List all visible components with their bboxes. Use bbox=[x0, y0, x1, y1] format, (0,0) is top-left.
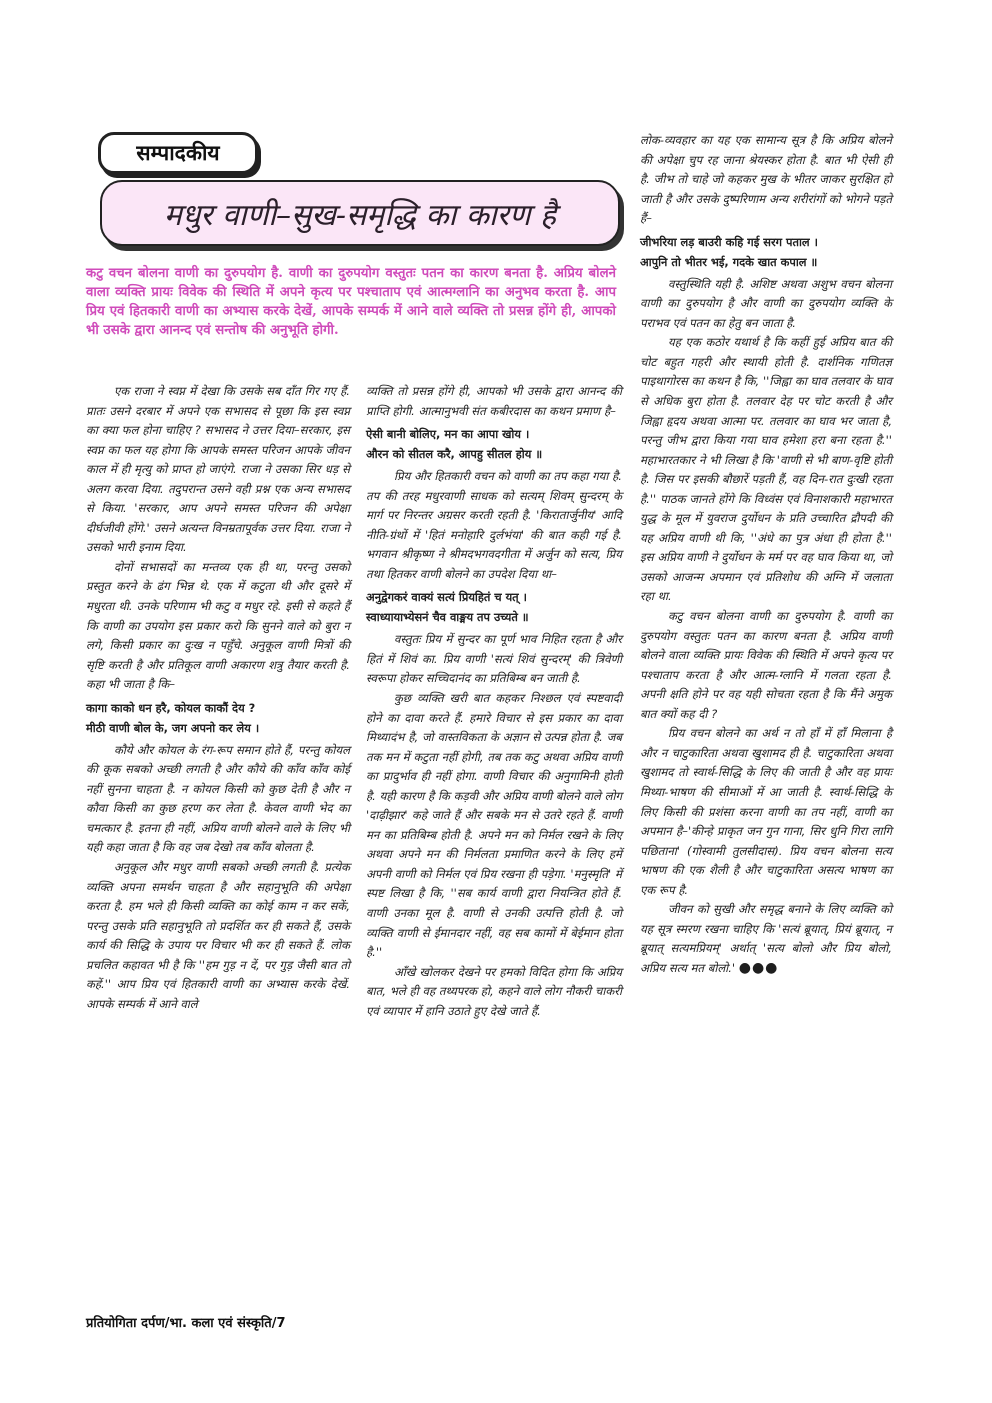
paragraph: वस्तुस्थिति यही है. अशिष्ट अथवा अशुभ वचन बोलना वाणी का दुरुपयोग है और वाणी का दुरुपयोग व्यक्ति के पराभव एवं पतन का हेतु बन जाता है. bbox=[640, 276, 892, 330]
verse-line: अनुद्वेगकरं वाक्यं सत्यं प्रियहितं च यत् । bbox=[366, 590, 527, 605]
column-2 bbox=[366, 382, 622, 1021]
paragraph: व्यक्ति तो प्रसन्न होंगे ही, आपको भी उसके द्वारा आनन्द की प्राप्ति होगी. आत्मानुभवी संत कबीरदास का कथन प्रमाण है– bbox=[366, 384, 622, 418]
paragraph: एक राजा ने स्वप्न में देखा कि उसके सब दाँत गिर गए हैं. प्रातः उसने दरबार में अपने एक सभासद से पूछा कि इस स्वप्न का क्या फल होना चाहिए ? सभासद ने उत्तर दिया–सरकार, इस स्वप्न का फल यह होगा कि आपके समस्त परिजन आपके जीवन काल में ही मृत्यु को प्राप्त हो जाएंगे. राजा ने उसका सिर धड़ से अलग करवा दिया. तदुपरान्त उसने वही प्रश्न एक अन्य सभासद से किया. 'सरकार, आप अपने समस्त परिजन की अपेक्षा दीर्घजीवी होंगे.' उसने अत्यन्त विनम्रतापूर्वक उत्तर दिया. राजा ने उसको भारी इनाम दिया. bbox=[86, 384, 350, 555]
verse-couplet bbox=[366, 424, 622, 464]
paragraph: दोनों सभासदों का मन्तव्य एक ही था, परन्तु उसको प्रस्तुत करने के ढंग भिन्न थे. एक में कटुता थी और दूसरे में मधुरता थी. उनके परिणाम भी कटु व मधुर रहे. इसी से कहते हैं कि वाणी का उपयोग इस प्रकार करो कि सुनने वाले को बुरा न लगे, किसी प्रकार का दुःख न पहुँचे. अनुकूल वाणी मित्रों की सृष्टि करती है और प्रतिकूल वाणी अकारण शत्रु तैयार करती है. कहा भी जाता है कि– bbox=[86, 559, 350, 692]
paragraph-final bbox=[640, 900, 892, 978]
paragraph: अनुकूल और मधुर वाणी सबको अच्छी लगती है. प्रत्येक व्यक्ति अपना समर्थन चाहता है और सहानुभूति की अपेक्षा करता है. हम भले ही किसी व्यक्ति का कोई काम न कर सकें, परन्तु उसके प्रति सहानुभूति तो प्रदर्शित कर ही सकते हैं, उसके कार्य की सिद्धि के उपाय पर विचार भी कर ही सकते हैं. लोक प्रचलित कहावत भी है कि ''हम गुड़ न दें, पर गुड़ जैसी बात तो कहें.'' आप प्रिय एवं हितकारी वाणी का अभ्यास करके देखें. आपके सम्पर्क में आने वाले bbox=[86, 860, 350, 1011]
paragraph: प्रिय वचन बोलने का अर्थ न तो हाँ में हाँ मिलाना है और न चाटुकारिता अथवा खुशामद ही है. चाटुकारिता अथवा खुशामद तो स्वार्थ-सिद्धि के लिए की जाती है और वह प्रायः मिथ्या-भाषण की सीमाओं में आ जाती है. स्वार्थ-सिद्धि के लिए किसी की प्रशंसा करना वाणी का तप नहीं, वाणी का अपमान है–'कीन्हे प्राकृत जन गुन गाना, सिर धुनि गिरा लागि पछिताना' (गोस्वामी तुलसीदास). प्रिय वचन बोलना सत्य भाषण की एक शैली है और चाटुकारिता असत्य भाषण का एक रूप है. bbox=[640, 726, 892, 897]
article-title: मधुर वाणी–सुख-समृद्धि का कारण है bbox=[100, 180, 620, 246]
verse-line: ऐसी बानी बोलिए, मन का आपा खोय । bbox=[366, 427, 530, 442]
verse-line: मीठी वाणी बोल के, जग अपनो कर लेय । bbox=[86, 720, 260, 735]
page-footer: प्रतियोगिता दर्पण/भा. कला एवं संस्कृति/7 bbox=[86, 1316, 286, 1331]
verse-line: जीभरिया लड़ बाउरी कहि गई सरग पताल । bbox=[640, 234, 818, 249]
verse-couplet bbox=[366, 587, 622, 627]
verse-line: औरन को सीतल करै, आपहु सीतल होय ॥ bbox=[366, 447, 543, 462]
paragraph: लोक-व्यवहार का यह एक सामान्य सूत्र है कि अप्रिय बोलने की अपेक्षा चुप रह जाना श्रेयस्कर होता है. बात भी ऐसी ही है. जीभ तो चाहे जो कहकर मुख के भीतर जाकर सुरक्षित हो जाती है और उसके दुष्परिणाम अन्य शरीरांगों को भोगने पड़ते हैं– bbox=[640, 133, 892, 226]
intro-paragraph: कटु वचन बोलना वाणी का दुरुपयोग है. वाणी का दुरुपयोग वस्तुतः पतन का कारण बनता है. अप्रिय बोलने वाला व्यक्ति प्रायः विवेक की स्थिति में अपने कृत्य पर पश्चाताप एवं आत्मग्लानि का अनुभव करता है. आप प्रिय एवं हितकारी वाणी का अभ्यास करके देखें, आपके सम्पर्क में आने वाले व्यक्ति तो प्रसन्न होंगे ही, आपको भी उसके द्वारा आनन्द एवं सन्तोष की अनुभूति होगी. bbox=[86, 266, 616, 338]
editorial-badge: सम्पादकीय bbox=[98, 132, 258, 174]
paragraph: कुछ व्यक्ति खरी बात कहकर निश्छल एवं स्पष्टवादी होने का दावा करते हैं. हमारे विचार से इस प्रकार का दावा मिथ्यादंभ है, जो वास्तविकता के अज्ञान से उत्पन्न होता है. जब तक मन में कटुता नहीं होगी, तब तक कटु अथवा अप्रिय वाणी का प्रादुर्भाव ही नहीं होगा. वाणी विचार की अनुगामिनी होती है. यही कारण है कि कड़वी और अप्रिय वाणी बोलने वाले लोग 'दाढ़ीझार' कहे जाते हैं और सबके मन से उतरे रहते हैं. वाणी मन का प्रतिबिम्ब होती है. अपने मन को निर्मल रखने के लिए अथवा अपने मन की निर्मलता प्रमाणित करने के लिए हमें अपनी वाणी को निर्मल एवं प्रिय रखना ही पड़ेगा. 'मनुस्मृति' में स्पष्ट लिखा है कि, ''सब कार्य वाणी द्वारा नियन्त्रित होते हैं. वाणी उनका मूल है. वाणी से उनकी उत्पत्ति होती है. जो व्यक्ति वाणी से ईमानदार नहीं, वह सब कामों में बेईमान होता है.'' bbox=[366, 691, 622, 960]
verse-line: कागा काको धन हरै, कोयल काकौं देय ? bbox=[86, 700, 256, 715]
paragraph: कौये और कोयल के रंग-रूप समान होते हैं, परन्तु कोयल की कूक सबको अच्छी लगती है और कौये की काँव काँव कोई नहीं सुनना चाहता है. न कोयल किसी को कुछ देती है और न कौवा किसी का कुछ हरण कर लेता है. केवल वाणी भेद का चमत्कार है. इतना ही नहीं, अप्रिय वाणी बोलने वाले के लिए भी यही कहा जाता है कि वह जब देखो तब काँव बोलता है. bbox=[86, 742, 350, 855]
verse-couplet bbox=[86, 698, 350, 738]
column-1 bbox=[86, 382, 350, 1014]
column-3 bbox=[640, 131, 892, 978]
paragraph: वस्तुतः प्रिय में सुन्दर का पूर्ण भाव निहित रहता है और हितं में शिवं का. प्रिय वाणी 'सत्यं शिवं सुन्दरम्' की त्रिवेणी स्वरूपा होकर सच्चिदानंद का प्रतिबिम्ब बन जाती है. bbox=[366, 632, 622, 686]
paragraph: यह एक कठोर यथार्थ है कि कहीं हुई अप्रिय बात की चोट बहुत गहरी और स्थायी होती है. दार्शनिक गणितज्ञ पाइथागोरस का कथन है कि, ''जिह्वा का घाव तलवार के घाव से अधिक बुरा होता है. तलवार देह पर चोट करती है और जिह्वा हृदय अथवा आत्मा पर. तलवार का घाव भर जाता है, परन्तु जीभ द्वारा किया गया घाव हमेशा हरा बना रहता है.'' महाभारतकार ने भी लिखा है कि 'वाणी से भी बाण-वृष्टि होती है. जिस पर इसकी बौछारें पड़ती हैं, वह दिन-रात दुःखी रहता है.'' पाठक जानते होंगे कि विध्वंस एवं विनाशकारी महाभारत युद्ध के मूल में युवराज दुर्योधन के प्रति उच्चारित द्रौपदी की यह अप्रिय वाणी थी कि, ''अंधे का पुत्र अंधा ही होता है.'' इस अप्रिय वाणी ने दुर्योधन के मर्म पर वह घाव किया था, जो उसको आजन्म अपमान एवं प्रतिशोध की अग्नि में जलाता रहा था. bbox=[640, 335, 892, 604]
paragraph: कटु वचन बोलना वाणी का दुरुपयोग है. वाणी का दुरुपयोग वस्तुतः पतन का कारण बनता है. अप्रिय वाणी बोलने वाला व्यक्ति प्रायः विवेक की स्थिति में अपने कृत्य पर पश्चाताप करता है और आत्म-ग्लानि में गलता रहता है. अपनी क्षति होने पर वह यही सोचता रहता है कि मैंने अमुक बात क्यों कह दी ? bbox=[640, 609, 892, 721]
end-mark: ●●● bbox=[738, 959, 779, 976]
final-text: जीवन को सुखी और समृद्ध बनाने के लिए व्यक्ति को यह सूत्र स्मरण रखना चाहिए कि 'सत्यं ब्रूयात्, प्रियं ब्रूयात्, न ब्रूयात् सत्यमप्रियम्' अर्थात् 'सत्य बोलो और प्रिय बोलो, अप्रिय सत्य मत बोलो.' bbox=[640, 902, 892, 975]
verse-line: आपुनि तो भीतर भई, गदके खात कपाल ॥ bbox=[640, 254, 818, 269]
verse-line: स्वाध्यायाभ्येसनं चैव वाङ्मय तप उच्यते ॥ bbox=[366, 610, 529, 625]
paragraph: प्रिय और हितकारी वचन को वाणी का तप कहा गया है. तप की तरह मधुरवाणी साधक को सत्यम् शिवम् सुन्दरम् के मार्ग पर निरन्तर अग्रसर करती रहती है. 'किरातार्जुनीय' आदि नीति-ग्रंथों में 'हितं मनोहारि दुर्लभंया' की बात कही गई है. भगवान श्रीकृष्ण ने श्रीमदभगवदगीता में अर्जुन को सत्य, प्रिय तथा हितकर वाणी बोलने का उपदेश दिया था– bbox=[366, 469, 622, 581]
paragraph: आँखे खोलकर देखने पर हमको विदित होगा कि अप्रिय बात, भले ही वह तथ्यपरक हो, कहने वाले लोग नौकरी चाकरी एवं व्यापार में हानि उठाते हुए देखे जाते हैं. bbox=[366, 964, 622, 1018]
verse-couplet bbox=[640, 232, 892, 272]
